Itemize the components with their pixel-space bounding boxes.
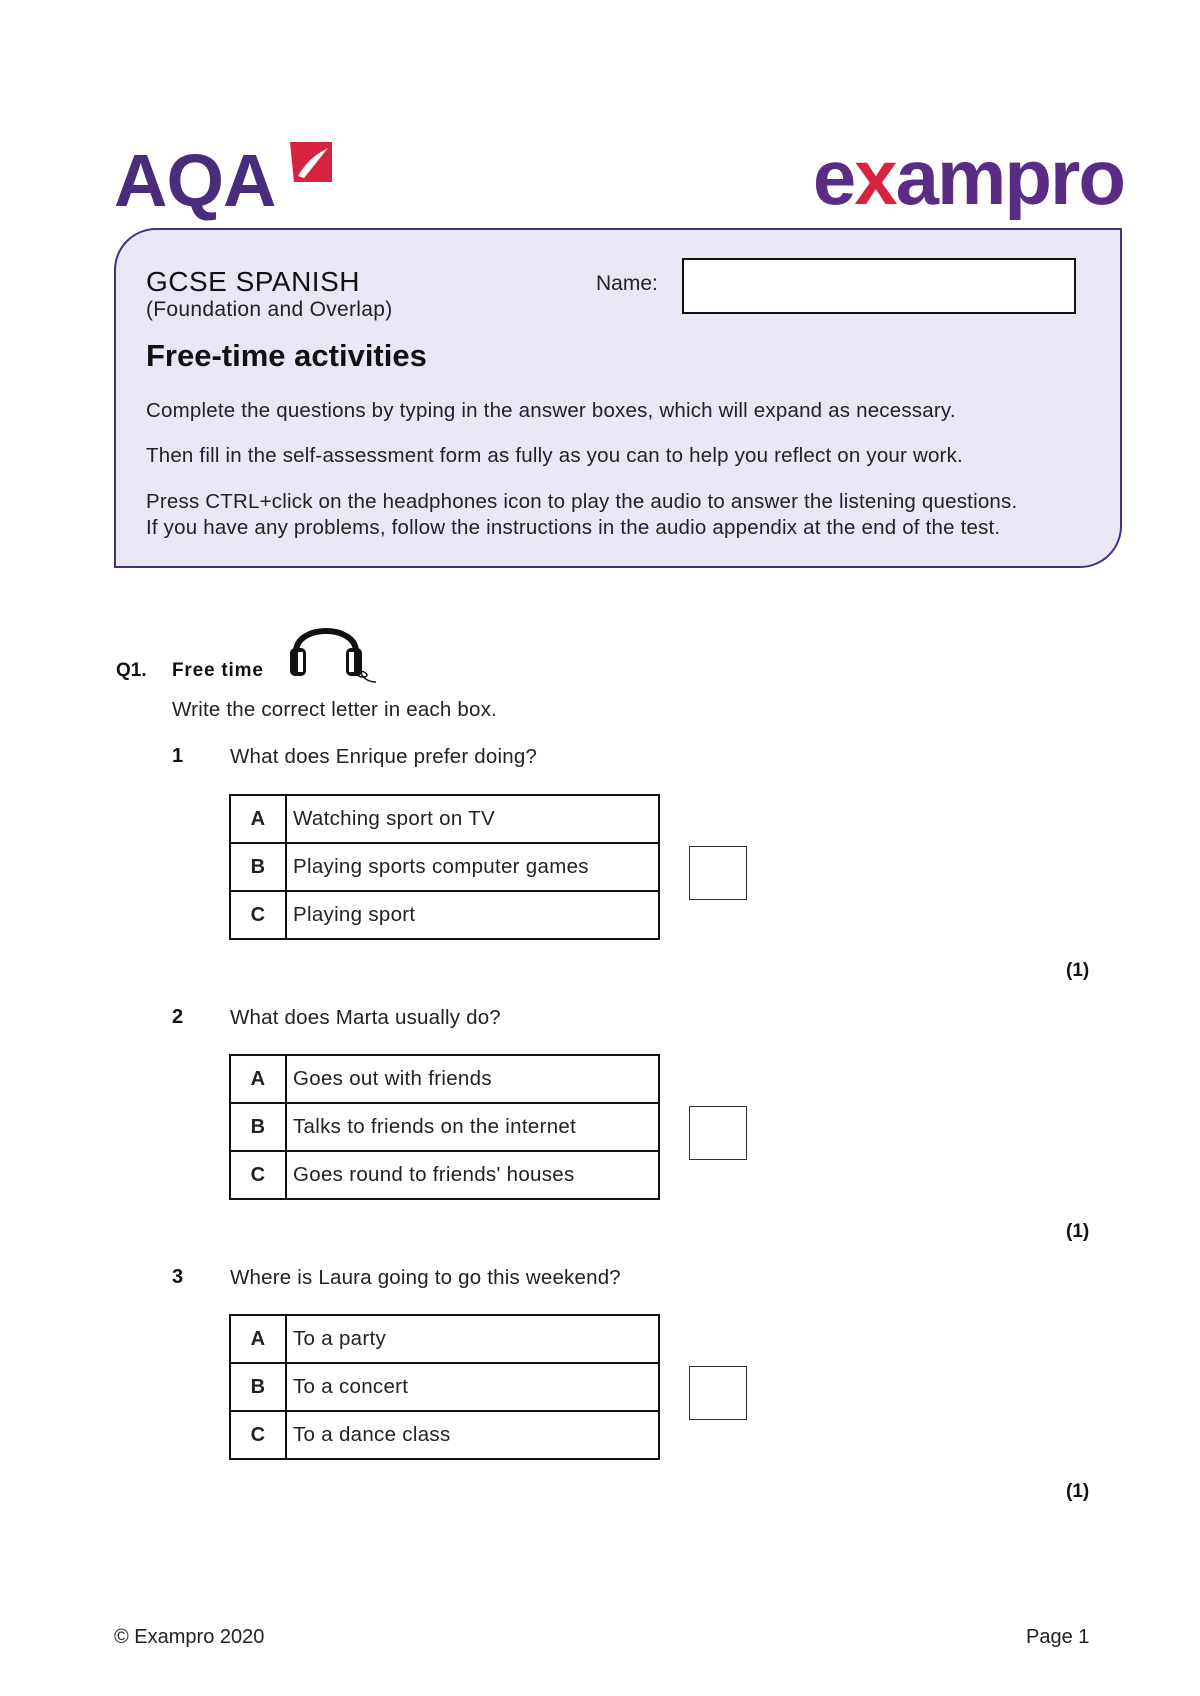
option-letter: C bbox=[230, 1411, 286, 1459]
options-table bbox=[229, 794, 660, 940]
option-text: To a party bbox=[286, 1315, 659, 1363]
marks-label: (1) bbox=[1066, 960, 1090, 981]
question-instruction: Write the correct letter in each box. bbox=[172, 698, 497, 721]
option-row bbox=[230, 1315, 659, 1363]
marks-label: (1) bbox=[1066, 1221, 1090, 1242]
option-text: Talks to friends on the internet bbox=[286, 1103, 659, 1151]
page-number: Page 1 bbox=[1026, 1626, 1090, 1648]
subquestion-number: 2 bbox=[172, 1006, 184, 1028]
option-letter: C bbox=[230, 1151, 286, 1199]
copyright: © Exampro 2020 bbox=[114, 1626, 265, 1648]
option-text: Goes round to friends' houses bbox=[286, 1151, 659, 1199]
option-row bbox=[230, 1363, 659, 1411]
question-title: Free time bbox=[172, 660, 264, 681]
exampro-logo bbox=[812, 133, 1124, 221]
subject-title: GCSE SPANISH bbox=[146, 266, 360, 297]
answer-box[interactable] bbox=[689, 1366, 747, 1420]
tier-label: (Foundation and Overlap) bbox=[146, 298, 393, 321]
instruction-line: If you have any problems, follow the instructions in the audio appendix at the end of the test. bbox=[146, 516, 1001, 539]
option-row bbox=[230, 1151, 659, 1199]
subquestion-text: What does Marta usually do? bbox=[230, 1006, 501, 1029]
subquestion-number: 1 bbox=[172, 745, 184, 767]
option-letter: B bbox=[230, 1363, 286, 1411]
option-row bbox=[230, 891, 659, 939]
name-label: Name: bbox=[596, 272, 658, 295]
aqa-logo-text: AQA bbox=[114, 139, 276, 222]
option-text: Playing sports computer games bbox=[286, 843, 659, 891]
option-row bbox=[230, 1055, 659, 1103]
instruction-line: Press CTRL+click on the headphones icon to play the audio to answer the listening questions. bbox=[146, 490, 1018, 513]
option-letter: B bbox=[230, 1103, 286, 1151]
option-row bbox=[230, 843, 659, 891]
answer-box[interactable] bbox=[689, 846, 747, 900]
aqa-logo bbox=[114, 138, 336, 222]
subquestion-text: Where is Laura going to go this weekend? bbox=[230, 1266, 621, 1289]
option-row bbox=[230, 1103, 659, 1151]
option-letter: C bbox=[230, 891, 286, 939]
headphones-icon[interactable] bbox=[286, 612, 376, 684]
option-text: To a dance class bbox=[286, 1411, 659, 1459]
instruction-line: Complete the questions by typing in the answer boxes, which will expand as necessary. bbox=[146, 399, 956, 422]
options-table bbox=[229, 1314, 660, 1460]
marks-label: (1) bbox=[1066, 1481, 1090, 1502]
option-row bbox=[230, 1411, 659, 1459]
subquestion-number: 3 bbox=[172, 1266, 184, 1288]
options-table bbox=[229, 1054, 660, 1200]
option-text: Watching sport on TV bbox=[286, 795, 659, 843]
question-number: Q1. bbox=[116, 660, 147, 681]
aqa-mark-icon bbox=[284, 138, 334, 188]
answer-box[interactable] bbox=[689, 1106, 747, 1160]
option-letter: A bbox=[230, 1315, 286, 1363]
option-letter: B bbox=[230, 843, 286, 891]
option-letter: A bbox=[230, 1055, 286, 1103]
exampro-logo-part: ampro bbox=[895, 133, 1124, 221]
option-letter: A bbox=[230, 795, 286, 843]
exampro-logo-part: e bbox=[812, 133, 855, 221]
option-text: Goes out with friends bbox=[286, 1055, 659, 1103]
option-row bbox=[230, 795, 659, 843]
name-input[interactable] bbox=[682, 258, 1076, 314]
exampro-logo-x: x bbox=[854, 133, 896, 221]
option-text: Playing sport bbox=[286, 891, 659, 939]
instruction-line: Then fill in the self-assessment form as fully as you can to help you reflect on your work. bbox=[146, 444, 963, 467]
option-text: To a concert bbox=[286, 1363, 659, 1411]
subquestion-text: What does Enrique prefer doing? bbox=[230, 745, 538, 768]
page-title: Free-time activities bbox=[146, 338, 427, 373]
